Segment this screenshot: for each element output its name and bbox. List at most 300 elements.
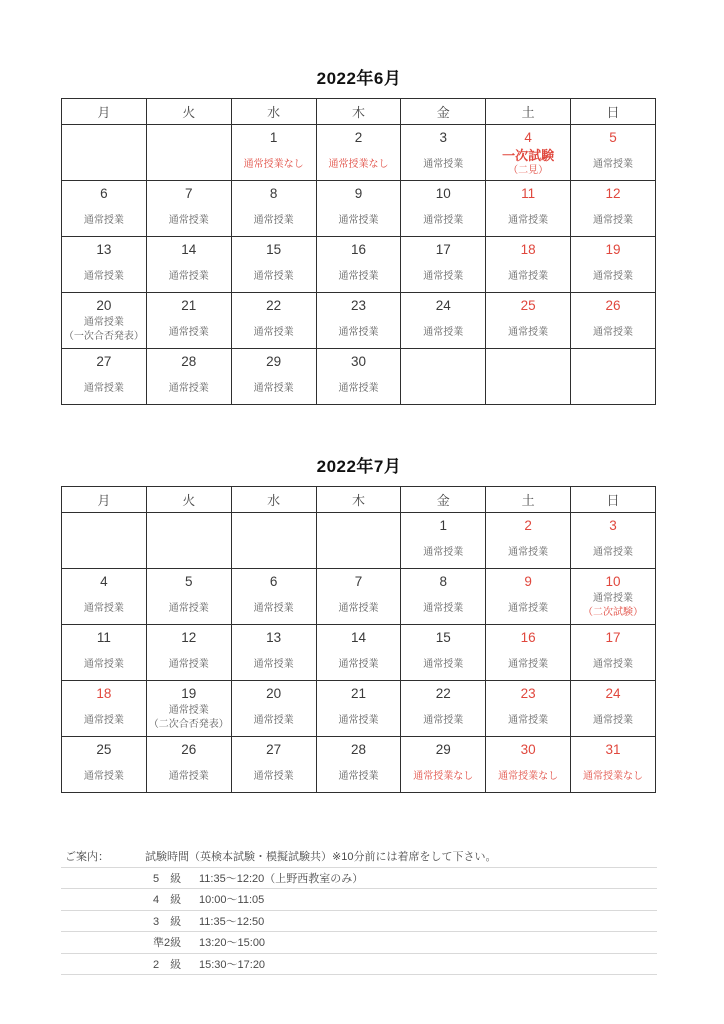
day-note: 通常授業	[168, 383, 209, 394]
day-notes	[147, 770, 231, 784]
day-note: （二見）	[508, 165, 549, 176]
june-calendar-table	[61, 98, 656, 405]
day-notes	[232, 326, 316, 340]
exam-time-heading: 試験時間（英検本試験・模擬試験共）※10分前には着席をして下さい。	[145, 850, 497, 863]
day-number: 21	[181, 298, 197, 313]
day-note: 一次試験	[502, 148, 555, 163]
day-note: 通常授業	[593, 659, 634, 670]
weekday-header: 月	[62, 487, 147, 513]
day-notes	[62, 382, 146, 396]
calendar-week-row	[62, 181, 656, 237]
day-note: 通常授業	[83, 771, 124, 782]
day-note: 通常授業	[168, 271, 209, 282]
day-notes	[147, 704, 231, 732]
exam-level: 4 級	[153, 894, 182, 907]
day-note: （二次試験）	[583, 607, 644, 618]
calendar-day-cell	[146, 681, 231, 737]
calendar-day-cell	[571, 181, 656, 237]
day-number: 24	[605, 686, 621, 701]
day-notes	[486, 270, 570, 284]
calendar-day-cell	[231, 237, 316, 293]
day-notes	[317, 770, 401, 784]
day-notes	[147, 326, 231, 340]
calendar-day-cell	[316, 737, 401, 793]
day-note: 通常授業	[338, 603, 379, 614]
calendar-day-cell	[401, 181, 486, 237]
day-note: 通常授業	[338, 383, 379, 394]
day-note: 通常授業	[338, 215, 379, 226]
calendar-empty-cell	[316, 513, 401, 569]
calendar-day-cell	[231, 737, 316, 793]
day-number: 10	[605, 574, 621, 589]
calendar-day-cell	[316, 681, 401, 737]
day-number: 20	[96, 298, 112, 313]
day-note: 通常授業	[338, 327, 379, 338]
weekday-header: 月	[62, 99, 147, 125]
day-note: 通常授業	[593, 715, 634, 726]
calendar-day-cell	[401, 513, 486, 569]
calendar-day-cell	[571, 125, 656, 181]
day-notes	[62, 316, 146, 344]
day-note: 通常授業	[508, 327, 549, 338]
calendar-day-cell	[571, 625, 656, 681]
day-number: 1	[269, 130, 278, 145]
weekday-header: 木	[316, 487, 401, 513]
calendar-day-cell	[146, 625, 231, 681]
weekday-header: 水	[231, 99, 316, 125]
calendar-day-cell	[316, 237, 401, 293]
calendar-document-page	[61, 0, 657, 975]
calendar-day-cell	[401, 737, 486, 793]
day-number: 19	[605, 242, 621, 257]
day-notes	[317, 326, 401, 340]
day-notes	[232, 714, 316, 728]
day-number: 17	[605, 630, 621, 645]
exam-info-heading-row	[61, 845, 657, 868]
calendar-day-cell	[146, 237, 231, 293]
day-note: 通常授業	[423, 215, 464, 226]
calendar-day-cell	[231, 681, 316, 737]
day-note: 通常授業	[593, 215, 634, 226]
day-notes	[401, 658, 485, 672]
day-note: （一次合否発表）	[63, 331, 144, 342]
day-number: 13	[96, 242, 112, 257]
day-notes	[317, 382, 401, 396]
calendar-day-cell	[316, 625, 401, 681]
calendar-day-cell	[571, 237, 656, 293]
day-number: 19	[181, 686, 197, 701]
weekday-header: 火	[146, 99, 231, 125]
calendar-day-cell	[62, 349, 147, 405]
day-notes	[486, 214, 570, 228]
day-note: 通常授業	[253, 659, 294, 670]
july-calendar-title: 2022年7月	[316, 457, 402, 476]
day-number: 5	[185, 574, 193, 589]
calendar-day-cell	[316, 569, 401, 625]
day-notes	[317, 270, 401, 284]
calendar-day-cell	[486, 513, 571, 569]
day-number: 15	[435, 630, 451, 645]
day-note: 通常授業	[253, 715, 294, 726]
calendar-day-cell	[316, 293, 401, 349]
day-number: 30	[350, 354, 366, 369]
day-notes	[317, 714, 401, 728]
day-notes	[147, 382, 231, 396]
day-note: 通常授業	[83, 317, 124, 328]
calendar-empty-cell	[62, 513, 147, 569]
day-number: 25	[96, 742, 112, 757]
day-notes	[486, 658, 570, 672]
exam-level-row	[61, 932, 657, 954]
exam-time: 15:30～17:20	[199, 958, 266, 971]
day-notes	[571, 546, 655, 560]
day-notes	[147, 270, 231, 284]
calendar-day-cell	[401, 625, 486, 681]
calendar-day-cell	[316, 181, 401, 237]
calendar-week-row	[62, 625, 656, 681]
calendar-week-row	[62, 737, 656, 793]
calendar-day-cell	[231, 625, 316, 681]
calendar-day-cell	[401, 681, 486, 737]
day-note: 通常授業	[508, 603, 549, 614]
day-number: 30	[520, 742, 536, 757]
exam-level-row	[61, 954, 657, 976]
day-notes	[571, 158, 655, 172]
day-notes	[401, 602, 485, 616]
calendar-day-cell	[62, 569, 147, 625]
day-note: 通常授業	[83, 215, 124, 226]
day-note: 通常授業	[423, 271, 464, 282]
exam-level: 5 級	[153, 872, 182, 885]
day-note: 通常授業	[593, 327, 634, 338]
day-notes	[571, 658, 655, 672]
weekday-header: 火	[146, 487, 231, 513]
calendar-day-cell	[146, 737, 231, 793]
calendar-day-cell	[486, 625, 571, 681]
day-notes	[401, 770, 485, 784]
day-note: 通常授業	[338, 771, 379, 782]
calendar-day-cell	[146, 181, 231, 237]
day-note: （二次合否発表）	[148, 719, 229, 730]
weekday-header: 土	[486, 99, 571, 125]
calendar-day-cell	[571, 569, 656, 625]
day-note: 通常授業	[423, 659, 464, 670]
day-number: 16	[520, 630, 536, 645]
day-note: 通常授業	[338, 659, 379, 670]
calendar-day-cell	[146, 569, 231, 625]
calendar-day-cell	[231, 349, 316, 405]
day-notes	[401, 158, 485, 172]
day-note: 通常授業	[83, 271, 124, 282]
calendar-day-cell	[571, 737, 656, 793]
calendar-empty-cell	[486, 349, 571, 405]
day-note: 通常授業なし	[583, 771, 644, 782]
day-note: 通常授業	[508, 271, 549, 282]
day-note: 通常授業	[508, 715, 549, 726]
day-notes	[62, 770, 146, 784]
day-notes	[147, 602, 231, 616]
day-number: 27	[96, 354, 112, 369]
day-notes	[62, 602, 146, 616]
info-label: ご案内：	[65, 850, 109, 863]
day-number: 8	[439, 574, 448, 589]
day-note: 通常授業	[423, 715, 464, 726]
exam-level: 準2級	[153, 937, 182, 950]
day-notes	[317, 214, 401, 228]
calendar-empty-cell	[146, 513, 231, 569]
day-note: 通常授業	[83, 603, 124, 614]
day-number: 2	[524, 518, 532, 533]
day-notes	[147, 658, 231, 672]
calendar-day-cell	[231, 125, 316, 181]
day-notes	[62, 658, 146, 672]
day-number: 6	[100, 186, 108, 201]
day-number: 31	[605, 742, 621, 757]
exam-time: 11:35～12:20（上野西教室のみ）	[199, 872, 364, 885]
day-note: 通常授業	[253, 383, 294, 394]
calendar-empty-cell	[62, 125, 147, 181]
day-number: 21	[350, 686, 366, 701]
day-number: 11	[521, 186, 536, 201]
exam-info-section	[61, 845, 657, 975]
day-number: 29	[435, 742, 451, 757]
calendar-week-row	[62, 681, 656, 737]
calendar-week-row	[62, 349, 656, 405]
day-notes	[232, 158, 316, 172]
day-number: 22	[266, 298, 282, 313]
day-number: 18	[520, 242, 536, 257]
calendar-empty-cell	[231, 513, 316, 569]
day-notes	[571, 592, 655, 620]
exam-time: 10:00～11:05	[199, 894, 265, 907]
day-notes	[62, 214, 146, 228]
day-number: 26	[605, 298, 621, 313]
day-note: 通常授業なし	[498, 771, 559, 782]
day-note: 通常授業	[423, 159, 464, 170]
calendar-day-cell	[571, 513, 656, 569]
day-notes	[232, 602, 316, 616]
day-number: 25	[520, 298, 536, 313]
calendar-day-cell	[62, 681, 147, 737]
day-notes	[232, 214, 316, 228]
calendar-day-cell	[486, 125, 571, 181]
day-number: 11	[96, 630, 111, 645]
exam-level: 3 級	[153, 915, 182, 928]
calendar-day-cell	[571, 293, 656, 349]
calendar-week-row	[62, 569, 656, 625]
day-notes	[401, 546, 485, 560]
calendar-day-cell	[486, 237, 571, 293]
day-number: 8	[269, 186, 278, 201]
day-notes	[571, 714, 655, 728]
day-note: 通常授業	[508, 547, 549, 558]
calendar-day-cell	[401, 569, 486, 625]
calendar-day-cell	[401, 237, 486, 293]
day-number: 14	[350, 630, 366, 645]
day-notes	[232, 382, 316, 396]
exam-time: 11:35～12:50	[199, 915, 265, 928]
day-number: 7	[185, 186, 193, 201]
calendar-day-cell	[486, 737, 571, 793]
day-number: 24	[435, 298, 451, 313]
day-note: 通常授業	[83, 383, 124, 394]
day-notes	[486, 546, 570, 560]
day-notes	[232, 270, 316, 284]
calendar-day-cell	[401, 125, 486, 181]
day-notes	[486, 770, 570, 784]
day-note: 通常授業	[168, 705, 209, 716]
calendar-day-cell	[62, 625, 147, 681]
weekday-header: 日	[571, 99, 656, 125]
day-number: 28	[350, 742, 366, 757]
day-number: 2	[354, 130, 363, 145]
day-note: 通常授業	[253, 771, 294, 782]
calendar-day-cell	[62, 181, 147, 237]
day-note: 通常授業なし	[243, 159, 304, 170]
exam-level-row	[61, 889, 657, 911]
day-notes	[571, 270, 655, 284]
weekday-header: 金	[401, 99, 486, 125]
day-number: 28	[181, 354, 197, 369]
day-notes	[317, 158, 401, 172]
day-note: 通常授業	[593, 159, 634, 170]
calendar-day-cell	[571, 681, 656, 737]
day-note: 通常授業	[168, 603, 209, 614]
calendar-week-row	[62, 293, 656, 349]
calendar-day-cell	[146, 349, 231, 405]
day-number: 20	[266, 686, 282, 701]
day-notes	[486, 714, 570, 728]
day-note: 通常授業	[423, 327, 464, 338]
day-number: 4	[524, 130, 532, 145]
exam-level: 2 級	[153, 958, 182, 971]
day-notes	[232, 658, 316, 672]
day-notes	[486, 326, 570, 340]
day-notes	[317, 602, 401, 616]
day-note: 通常授業	[253, 327, 294, 338]
day-note: 通常授業	[593, 593, 634, 604]
day-number: 23	[350, 298, 366, 313]
calendar-day-cell	[486, 569, 571, 625]
day-note: 通常授業	[168, 327, 209, 338]
day-note: 通常授業なし	[413, 771, 474, 782]
day-notes	[486, 148, 570, 178]
exam-time: 13:20～15:00	[199, 937, 266, 950]
day-number: 17	[435, 242, 451, 257]
calendar-day-cell	[231, 293, 316, 349]
day-notes	[62, 714, 146, 728]
day-note: 通常授業	[168, 215, 209, 226]
calendar-day-cell	[146, 293, 231, 349]
day-note: 通常授業	[83, 715, 124, 726]
calendar-day-cell	[62, 237, 147, 293]
weekday-header: 土	[486, 487, 571, 513]
day-notes	[401, 270, 485, 284]
calendar-empty-cell	[146, 125, 231, 181]
weekday-header: 木	[316, 99, 401, 125]
day-number: 26	[181, 742, 197, 757]
day-number: 9	[524, 574, 532, 589]
calendar-day-cell	[486, 293, 571, 349]
day-note: 通常授業	[508, 659, 549, 670]
weekday-header: 水	[231, 487, 316, 513]
day-notes	[486, 602, 570, 616]
day-notes	[571, 770, 655, 784]
day-notes	[571, 214, 655, 228]
day-note: 通常授業なし	[328, 159, 389, 170]
june-calendar-title: 2022年6月	[316, 69, 402, 88]
day-number: 27	[266, 742, 282, 757]
day-notes	[401, 214, 485, 228]
day-notes	[147, 214, 231, 228]
day-number: 18	[96, 686, 112, 701]
july-calendar-table	[61, 486, 656, 793]
day-number: 6	[269, 574, 278, 589]
calendar-empty-cell	[571, 349, 656, 405]
calendar-day-cell	[486, 181, 571, 237]
day-number: 3	[609, 518, 617, 533]
day-note: 通常授業	[253, 271, 294, 282]
day-note: 通常授業	[338, 271, 379, 282]
day-notes	[571, 326, 655, 340]
day-number: 5	[609, 130, 617, 145]
june-weekday-header-row	[62, 99, 656, 125]
day-number: 22	[435, 686, 451, 701]
day-number: 14	[181, 242, 197, 257]
day-note: 通常授業	[253, 215, 294, 226]
day-note: 通常授業	[423, 603, 464, 614]
weekday-header: 日	[571, 487, 656, 513]
day-note: 通常授業	[338, 715, 379, 726]
exam-level-row	[61, 868, 657, 890]
calendar-day-cell	[316, 125, 401, 181]
calendar-week-row	[62, 125, 656, 181]
day-note: 通常授業	[593, 547, 634, 558]
day-note: 通常授業	[83, 659, 124, 670]
day-note: 通常授業	[168, 659, 209, 670]
day-number: 10	[435, 186, 451, 201]
day-number: 9	[354, 186, 363, 201]
day-notes	[317, 658, 401, 672]
exam-level-row	[61, 911, 657, 933]
day-notes	[401, 714, 485, 728]
calendar-day-cell	[62, 293, 147, 349]
day-number: 16	[350, 242, 366, 257]
day-number: 13	[266, 630, 282, 645]
day-note: 通常授業	[508, 215, 549, 226]
day-number: 3	[439, 130, 448, 145]
day-note: 通常授業	[253, 603, 294, 614]
weekday-header: 金	[401, 487, 486, 513]
calendar-day-cell	[231, 569, 316, 625]
july-weekday-header-row	[62, 487, 656, 513]
day-number: 23	[520, 686, 536, 701]
day-note: 通常授業	[423, 547, 464, 558]
calendar-week-row	[62, 513, 656, 569]
day-notes	[232, 770, 316, 784]
day-note: 通常授業	[168, 771, 209, 782]
day-number: 1	[439, 518, 448, 533]
calendar-day-cell	[316, 349, 401, 405]
calendar-day-cell	[231, 181, 316, 237]
day-note: 通常授業	[593, 271, 634, 282]
day-notes	[401, 326, 485, 340]
day-number: 7	[354, 574, 363, 589]
day-number: 12	[181, 630, 197, 645]
day-number: 15	[266, 242, 282, 257]
day-notes	[62, 270, 146, 284]
day-number: 12	[605, 186, 621, 201]
